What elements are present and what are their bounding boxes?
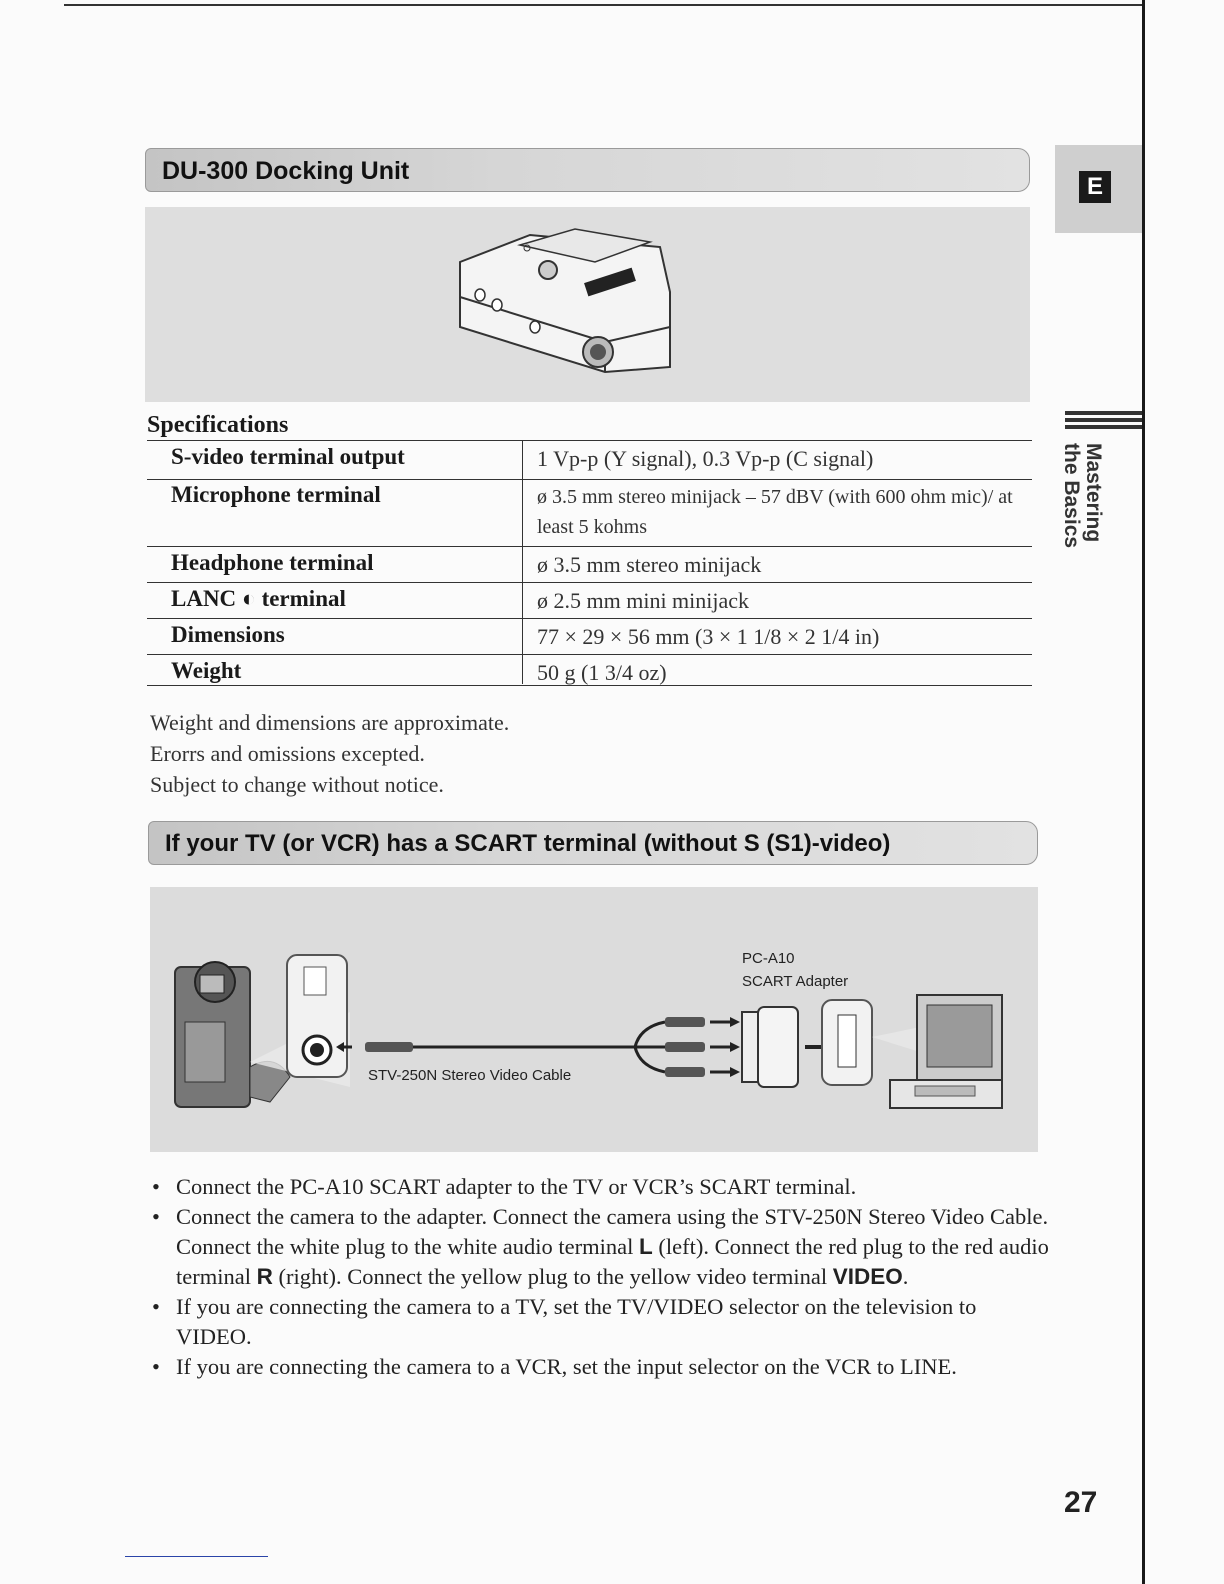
chapter-letter: E (1079, 171, 1111, 203)
page-number: 27 (1064, 1486, 1098, 1519)
spec-row (147, 440, 1032, 480)
top-rule (64, 4, 1144, 6)
side-bars (1065, 411, 1142, 432)
spec-value: 1 Vp-p (Y signal), 0.3 Vp-p (C signal) (537, 446, 874, 471)
list-item-text: If you are connecting the camera to a TV, set the TV/VIDEO selector on the television to VIDEO. (176, 1294, 977, 1349)
spec-notes (150, 707, 509, 800)
spec-value: ø 3.5 mm stereo minijack – 57 dBV (with 600 ohm mic)/ at least 5 kohms (537, 486, 1013, 538)
scart-connection-illustration (150, 887, 1038, 1152)
spec-label: Microphone terminal (171, 482, 381, 507)
cable-label: STV-250N Stereo Video Cable (368, 1067, 572, 1084)
docking-unit-illustration (145, 207, 1030, 402)
list-item-text: Connect the PC-A10 SCART adapter to the TV or VCR’s SCART terminal. (176, 1174, 857, 1199)
spec-row (147, 479, 1032, 547)
list-item-text: Connect the camera to the adapter. Connect the camera using the STV-250N Stereo Video Cable. Connect the white plug to the white audio terminal (176, 1204, 1049, 1259)
spec-label: Dimensions (171, 622, 285, 647)
list-item-text: (left). Connect the red plug to the red audio terminal (176, 1234, 1049, 1289)
spec-label: LANC ◐ terminal (171, 586, 346, 611)
right-edge-rule (1142, 0, 1145, 1584)
list-item (150, 1292, 1050, 1352)
chapter-tab (1055, 145, 1142, 233)
spec-value: ø 3.5 mm stereo minijack (537, 552, 762, 577)
spec-value: 77 × 29 × 56 mm (3 × 1 1/8 × 2 1/4 in) (537, 624, 880, 649)
connection-diagram (150, 887, 1038, 1152)
note-line: Subject to change without notice. (150, 772, 444, 797)
spec-row (147, 583, 1032, 619)
spec-row (147, 547, 1032, 583)
specifications-title: Specifications (147, 412, 289, 438)
side-label (1058, 443, 1118, 593)
list-item (150, 1202, 1050, 1292)
spec-label: S-video terminal output (171, 444, 405, 469)
section-heading-scart: If your TV (or VCR) has a SCART terminal (without S (S1)-video) (148, 821, 1038, 865)
adapter-label-2: SCART Adapter (742, 973, 849, 990)
video-terminal-mark: VIDEO (832, 1264, 903, 1289)
note-line: Weight and dimensions are approximate. (150, 710, 510, 735)
list-item (150, 1172, 1050, 1202)
instruction-list (150, 1172, 1050, 1382)
adapter-label-1: PC-A10 (742, 950, 795, 967)
left-terminal-mark: L (639, 1234, 653, 1259)
list-item-text: . (902, 1264, 909, 1289)
spec-row (147, 655, 1032, 686)
spec-label: Headphone terminal (171, 550, 374, 575)
spec-row (147, 619, 1032, 655)
list-item-text: If you are connecting the camera to a VCR, set the input selector on the VCR to LINE. (176, 1354, 957, 1379)
right-terminal-mark: R (256, 1264, 273, 1289)
footer-rule (125, 1556, 268, 1557)
note-line: Erorrs and omissions excepted. (150, 741, 425, 766)
side-label-line1: Mastering (1082, 443, 1105, 543)
list-item-text: (right). Connect the yellow plug to the yellow video terminal (272, 1264, 833, 1289)
docking-unit-image (145, 207, 1030, 402)
spec-value: 50 g (1 3/4 oz) (537, 660, 667, 685)
section-heading-docking-unit: DU-300 Docking Unit (145, 148, 1030, 192)
spec-value: ø 2.5 mm mini minijack (537, 588, 750, 613)
list-item (150, 1352, 1050, 1382)
side-label-line2: the Basics (1060, 443, 1083, 549)
spec-label: Weight (171, 658, 242, 683)
